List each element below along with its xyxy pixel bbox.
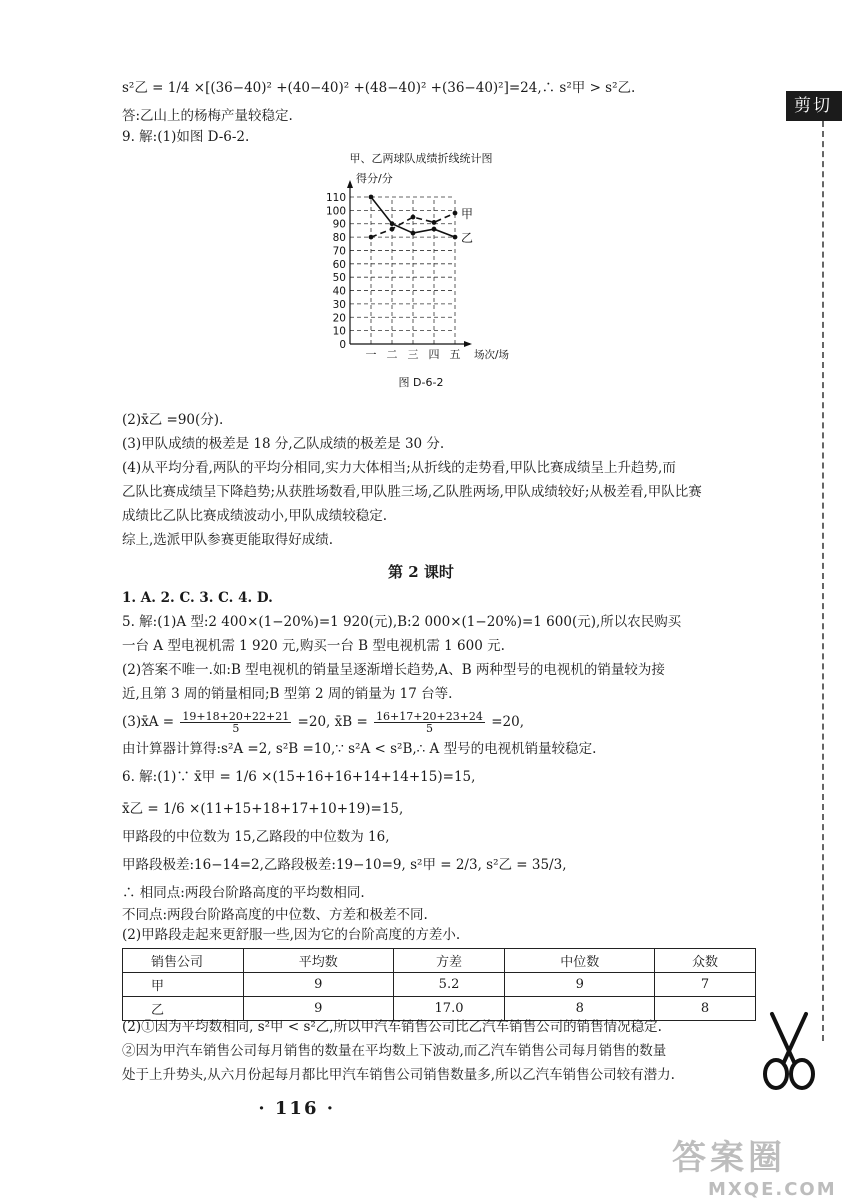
chart-y-tick-label: 50 bbox=[332, 272, 346, 285]
chart-title: 甲、乙两球队成绩折线统计图 bbox=[349, 152, 493, 165]
table-row bbox=[123, 997, 756, 1021]
chart-point-甲 bbox=[432, 220, 437, 225]
chart-y-tick-label: 20 bbox=[332, 312, 346, 325]
table-header-row bbox=[123, 949, 756, 973]
formula-line bbox=[122, 708, 524, 736]
chart-y-tick-label: 10 bbox=[332, 325, 346, 338]
fraction bbox=[374, 711, 485, 734]
text-line: (2)甲路段走起来更舒服一些,因为它的台阶高度的方差小. bbox=[122, 927, 461, 943]
chart-y-axis-arrow bbox=[347, 180, 353, 188]
chart-series-label-甲: 甲 bbox=[461, 207, 474, 222]
chart-y-tick-label: 100 bbox=[325, 205, 346, 218]
chart-y-tick-label: 80 bbox=[332, 232, 346, 245]
text-line: 处于上升势头,从六月份起每月都比甲汽车销售公司销售数量多,所以乙汽车销售公司较有潜力. bbox=[122, 1067, 675, 1083]
table-cell: 9 bbox=[244, 973, 394, 997]
chart-point-乙 bbox=[390, 221, 395, 226]
chart-ylabel: 得分/分 bbox=[356, 172, 393, 185]
chart-y-tick-label: 70 bbox=[332, 245, 346, 258]
fraction-numerator: 19+18+20+22+21 bbox=[182, 710, 290, 723]
answers-line: 1. A. 2. C. 3. C. 4. D. bbox=[122, 590, 273, 606]
scissors-icon bbox=[758, 1010, 820, 1092]
chart-x-axis-arrow bbox=[464, 341, 472, 347]
text-line: 答:乙山上的杨梅产量较稳定. bbox=[122, 108, 293, 124]
chart-point-乙 bbox=[432, 227, 437, 232]
chart-y-tick-label: 0 bbox=[339, 339, 346, 351]
text-line: (4)从平均分看,两队的平均分相同,实力大体相当;从折线的走势看,甲队比赛成绩呈上升趋势,而 bbox=[122, 460, 676, 476]
table-cell: 8 bbox=[655, 997, 756, 1021]
text-line: ②因为甲汽车销售公司每月销售的数量在平均数上下波动,而乙汽车销售公司每月销售的数量 bbox=[122, 1043, 667, 1059]
table-cell: 9 bbox=[505, 973, 655, 997]
table-cell: 甲 bbox=[123, 973, 244, 997]
table-cell: 5.2 bbox=[393, 973, 505, 997]
chart-point-乙 bbox=[369, 195, 374, 200]
text-line: (2)①因为平均数相同, s²甲 < s²乙,所以甲汽车销售公司比乙汽车销售公司的销售情况稳定. bbox=[122, 1019, 662, 1035]
chart-point-乙 bbox=[453, 235, 458, 240]
chart-x-tick-label: 四 bbox=[428, 348, 440, 361]
chart-series-label-乙: 乙 bbox=[461, 231, 474, 246]
table-cell: 7 bbox=[655, 973, 756, 997]
formula-text: =20, x̄B = bbox=[297, 714, 368, 730]
cut-tab-label: 剪切 bbox=[794, 96, 832, 116]
table-cell: 乙 bbox=[123, 997, 244, 1021]
section-title: 第 2 课时 bbox=[388, 563, 454, 581]
text-line: 由计算器计算得:s²A =2, s²B =10,∵ s²A < s²B,∴ A 型号的电视机销量较稳定. bbox=[122, 741, 597, 757]
text-line: s²乙 = 1/4 ×[(36−40)² +(40−40)² +(48−40)² +(36−40)²]=24,∴ s²甲 > s²乙. bbox=[122, 80, 636, 96]
table-header-cell: 平均数 bbox=[244, 949, 394, 973]
chart-x-tick-label: 二 bbox=[386, 348, 398, 361]
table-header-cell: 众数 bbox=[655, 949, 756, 973]
fraction-denominator: 5 bbox=[425, 722, 433, 735]
chart-xlabel: 场次/场 bbox=[474, 349, 510, 361]
formula-text: (3)x̄A = bbox=[122, 714, 175, 730]
text-line: 甲路段极差:16−14=2,乙路段极差:19−10=9, s²甲 = 2/3, s²乙 = 35/3, bbox=[122, 857, 567, 873]
chart-y-tick-label: 40 bbox=[332, 285, 346, 298]
text-line: 6. 解:(1)∵ x̄甲 = 1/6 ×(15+16+16+14+14+15)=15, bbox=[122, 769, 476, 785]
text-line: 5. 解:(1)A 型:2 400×(1−20%)=1 920(元),B:2 000×(1−20%)=1 600(元),所以农民购买 bbox=[122, 614, 682, 630]
chart-x-tick-label: 三 bbox=[407, 348, 419, 361]
table-row bbox=[123, 973, 756, 997]
text-line: 近,且第 3 周的销量相同;B 型第 2 周的销量为 17 台等. bbox=[122, 686, 453, 702]
table-cell: 9 bbox=[244, 997, 394, 1021]
text-line: (2)答案不唯一.如:B 型电视机的销量呈逐渐增长趋势,A、B 两种型号的电视机的销量较为接 bbox=[122, 662, 665, 678]
table-header-cell: 中位数 bbox=[505, 949, 655, 973]
page-number: · 116 · bbox=[258, 1098, 335, 1119]
table-header-cell: 销售公司 bbox=[123, 949, 244, 973]
text-line: (3)甲队成绩的极差是 18 分,乙队成绩的极差是 30 分. bbox=[122, 436, 445, 452]
chart-x-tick-label: 五 bbox=[449, 348, 461, 361]
table-cell: 8 bbox=[505, 997, 655, 1021]
chart-x-tick-label: 一 bbox=[365, 348, 377, 361]
formula-text: =20, bbox=[491, 714, 524, 730]
text-line: 成绩比乙队比赛成绩波动小,甲队成绩较稳定. bbox=[122, 508, 388, 524]
text-line: 综上,选派甲队参赛更能取得好成绩. bbox=[122, 532, 334, 548]
text-line: 一台 A 型电视机需 1 920 元,购买一台 B 型电视机需 1 600 元. bbox=[122, 638, 505, 654]
watermark bbox=[672, 1130, 842, 1200]
table-cell: 17.0 bbox=[393, 997, 505, 1021]
text-line: 乙队比赛成绩呈下降趋势;从获胜场数看,甲队胜三场,乙队胜两场,甲队成绩较好;从极差看,甲队比赛 bbox=[122, 484, 702, 500]
watermark-url: MXQE.COM bbox=[708, 1179, 837, 1200]
line-chart bbox=[0, 0, 842, 400]
text-line: ∴ 相同点:两段台阶路高度的平均数相同. bbox=[122, 885, 365, 901]
fraction-numerator: 16+17+20+23+24 bbox=[376, 710, 483, 723]
sales-table bbox=[122, 948, 756, 1021]
chart-y-tick-label: 60 bbox=[332, 258, 346, 271]
chart-y-tick-label: 90 bbox=[332, 218, 346, 231]
text-line: 甲路段的中位数为 15,乙路段的中位数为 16, bbox=[122, 829, 390, 845]
chart-caption: 图 D-6-2 bbox=[398, 376, 444, 389]
chart-y-tick-label: 110 bbox=[325, 192, 346, 204]
chart-point-乙 bbox=[411, 231, 416, 236]
fraction bbox=[180, 711, 291, 734]
table-header-cell: 方差 bbox=[393, 949, 505, 973]
text-line: (2)x̄乙 =90(分). bbox=[122, 412, 224, 428]
chart-point-甲 bbox=[369, 235, 374, 240]
chart-y-tick-label: 30 bbox=[332, 298, 346, 311]
text-line: x̄乙 = 1/6 ×(11+15+18+17+10+19)=15, bbox=[122, 801, 404, 817]
chart-point-甲 bbox=[453, 211, 458, 216]
watermark-logo: 答案圈 bbox=[672, 1138, 786, 1178]
text-line: 不同点:两段台阶路高度的中位数、方差和极差不同. bbox=[122, 907, 428, 923]
fraction-denominator: 5 bbox=[232, 722, 240, 735]
chart-point-甲 bbox=[390, 227, 395, 232]
text-line: 9. 解:(1)如图 D-6-2. bbox=[122, 129, 250, 145]
chart-point-甲 bbox=[411, 215, 416, 220]
